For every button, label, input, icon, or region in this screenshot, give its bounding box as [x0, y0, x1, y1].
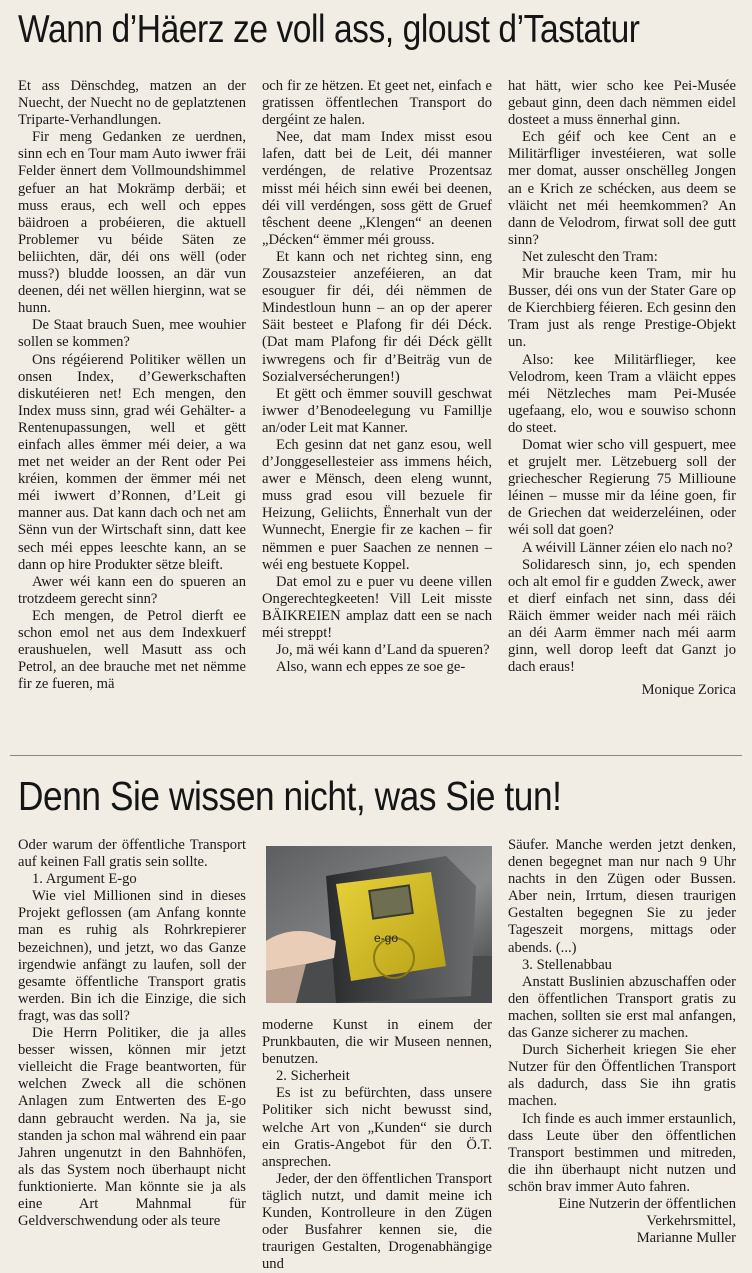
paragraph: Ech mengen, de Petrol dierft ee schon emol net aus dem Indexkuerf eraushuelen, well Masutt ass och Petrol, an dee brauche met net nëmme fir ze fueren, mä	[18, 607, 246, 693]
paragraph: Mir brauche keen Tram, mir hu Busser, déi ons vun der Stater Gare op de Kierchbierg féieren. Ech gesinn den Tram just als renge Prestige-Objekt un.	[508, 266, 736, 351]
paragraph: hat hätt, wier scho kee Pei-Musée gebaut ginn, deen dach nëmmen eidel dosteet a muss ënnerhal ginn.	[508, 78, 736, 129]
paragraph: Ech gesinn dat net ganz esou, well d’Jonggesellesteier ass immens héich, awer e Mënsch, deen eleng wunnt, muss grad esou vill bezuele fir Heizung, Geliichts, Ënnerhalt vun der Wunnecht, Energie fir ze kachen – fir nëmmen e puer Saachen ze nennen – wéi eng bestuete Koppel.	[262, 436, 492, 573]
paragraph: Net zulescht den Tram:	[522, 248, 658, 265]
subheading: 2. Sicherheit	[276, 1068, 350, 1085]
e-go-logo: e-go	[374, 931, 399, 945]
article1-column-1	[18, 78, 246, 693]
paragraph: Die Herrn Politiker, die ja alles besser wissen, können mir jetzt vielleicht die Frage beantworten, für welchen Zweck all die schönen Anlagen zum Entwerten des E-go dann gebraucht werden. Na ja, sie standen ja schon mal während ein paar Jahren ungenutzt in den Bahnhöfen, als das System noch überhaupt nicht funktionierte. Man könnte sie ja als eine Art Mahnmal für Geldverschwendung oder als teure	[18, 1025, 246, 1230]
article2-column-3	[508, 837, 736, 1247]
paragraph: Es ist zu befürchten, dass unsere Politiker sich nicht bewusst sind, welche Art von „Kunden“ sie durch ein Gratis-Angebot für den Ö.T. ansprechen.	[262, 1085, 492, 1170]
paragraph: Dat emol zu e puer vu deene villen Ongerechtegkeeten! Vill Leit misste BÄIKREIEN amplaz datt een se nach méi streppt!	[262, 573, 492, 641]
paragraph: Nee, dat mam Index misst esou lafen, datt bei de Leit, déi manner verdéngen, de relative Prozentsaz misst méi héich sinn ewéi bei deenen, déi vill verdéngen, soss gëtt de Gruef têschent deene „Klengen“ an deenen „Décken“ ëmmer méi grouss.	[262, 129, 492, 248]
author-byline: Monique Zorica	[641, 682, 736, 699]
paragraph: Domat wier scho vill gespuert, mee et grujelt mer. Lëtzebuerg soll der griechescher Regierung 75 Millioune léinen – musse mir da léine goen, fir de Griechen dat weiderzeléinen, oder wéi soll dat goen?	[508, 436, 736, 539]
ticket-validator-photo	[266, 846, 492, 1003]
article2-column-1	[18, 837, 246, 1230]
article1-column-2	[262, 78, 492, 676]
paragraph: A wéivill Länner zéien elo nach no?	[522, 539, 733, 556]
paragraph: De Staat brauch Suen, mee wouhier sollen se kommen?	[18, 317, 246, 351]
subheading: 1. Argument E-go	[32, 871, 137, 888]
paragraph: Durch Sicherheit kriegen Sie eher Nutzer für den Öffentlichen Transport als dadurch, dass Sie ihn gratis machen.	[508, 1042, 736, 1110]
paragraph: moderne Kunst in einem der Prunkbauten, die wir Museen nennen, benutzen.	[262, 1017, 492, 1068]
photo-illustration	[266, 846, 492, 1003]
paragraph: Ons régéierend Politiker wëllen un onsen Index, d’Gewerkschaften diskutéieren net! Ech mengen, den Index muss sinn, grad wéi Gehälter- a Rentenupassungen, well et gëtt einfach alles ëmmer méi deier, a wa met net weider an der Rent oder Pei kréien, kommen der ëmmer méi net méi iwwert d’Ronnen, d’Leit gi manner aus. Dat kann dach och net am Sënn vun der Wirtschaft sinn, datt kee sech méi eppes leeschte kann, an se dann op hire Produkter sëtze bleift.	[18, 351, 246, 573]
paragraph: Ich finde es auch immer erstaunlich, dass Leute über den öffentlichen Transport bestimmen und mitreden, die ihn überhaupt nicht nutzen und schön brav immer Auto fahren.	[508, 1110, 736, 1195]
paragraph: Et kann och net richteg sinn, eng Zousazsteier anzeféieren, an dat esouguer fir déi, déi nëmmen de Mindestloun hunn – an op der aperer Säit besteet e Plafong fir déi Déck. (Dat mam Plafong fir déi Déck gëllt iwwregens och fir d’Beiträg vun de Sozialversécherungen!)	[262, 248, 492, 385]
paragraph: Oder warum der öffentliche Transport auf keinen Fall gratis sein sollte.	[18, 837, 246, 871]
article2-column-2	[262, 1017, 492, 1273]
paragraph: Säufer. Manche werden jetzt denken, denen begegnet man nur nach 9 Uhr nachts in den Zügen oder Bussen. Aber nein, Irrtum, diesen traurigen Gestalten begegnen Sie zu jeder Tageszeit morgens, mittags oder abends. (...)	[508, 837, 736, 956]
paragraph: Et ass Dënschdeg, matzen an der Nuecht, der Nuecht no de geplatztenen Triparte-Verhandlungen.	[18, 78, 246, 129]
article1-column-3	[508, 78, 736, 699]
section-divider	[10, 755, 742, 756]
paragraph: Solidaresch sinn, jo, ech spenden och alt emol fir e gudden Zweck, awer et dierf einfach net sinn, dass déi Räich ëmmer weider nach méi räich an déi Aarm ëmmer nach méi aarm ginn, well dorop leeft dat Ganzt jo dach eraus!	[508, 556, 736, 676]
article2-headline: Denn Sie wissen nicht, was Sie tun!	[18, 773, 562, 819]
paragraph: Fir meng Gedanken ze uerdnen, sinn ech en Tour mam Auto iwwer fräi Felder ënnert dem Vollmoundshimmel gefuer an hat Mokrämp derbäi; et muss eraus, ech well och eppes bäidroen a probéieren, die aktuell Problemer vu béide Säten ze beliichten, där, déi ons wëll (oder muss?) bludde loossen, an där vun deenen, déi net wëllen hierginn, wat se hunn.	[18, 129, 246, 317]
paragraph: Awer wéi kann een do spueren an trotzdeem gerecht sinn?	[18, 573, 246, 607]
article1-headline: Wann d’Häerz ze voll ass, gloust d’Tastatur	[18, 8, 640, 51]
subheading: 3. Stellenabbau	[522, 956, 612, 973]
paragraph: Ech géif och kee Cent an e Militärfliger investéieren, wat solle mer domat, ausser onschëlleg Jongen an e Krich ze schécken, aus deem se vläicht net méi heemkommen? An dann de Velodrom, firwat soll dee gutt sinn?	[508, 129, 736, 248]
paragraph: och fir ze hëtzen. Et geet net, einfach e gratissen öffentlechen Transport do dergéint ze halen.	[262, 78, 492, 129]
signature-line: Verkehrsmittel,	[646, 1213, 736, 1230]
signature-line: Eine Nutzerin der öffentlichen	[558, 1195, 736, 1212]
paragraph: Jo, mä wéi kann d’Land da spueren?	[276, 642, 490, 659]
paragraph: Also, wann ech eppes ze soe ge-	[276, 659, 466, 676]
paragraph: Anstatt Buslinien abzuschaffen oder den öffentlichen Transport gratis zu machen, sollten sie erst mal anfangen, das Ganze sicherer zu machen.	[508, 973, 736, 1042]
paragraph: Wie viel Millionen sind in dieses Projekt geflossen (am Anfang konnte man es ruhig als Rohrkrepierer bezeichnen), und jetzt, wo das Ganze irgendwie anfängt zu laufen, soll der gesamte öffentliche Transport gratis werden. Bin ich die Einzige, die sich fragt, was das soll?	[18, 888, 246, 1024]
author-byline: Marianne Muller	[636, 1230, 736, 1247]
paragraph: Jeder, der den öffentlichen Transport täglich nutzt, und damit meine ich Kunden, Kontrolleure in den Zügen oder Busfahrer kennen sie, die traurigen Gestalten, Drogenabhängige und	[262, 1170, 492, 1273]
paragraph: Et gëtt och ëmmer souvill geschwat iwwer d’Benodeelegung vu Famillje an/oder Leit mat Kanner.	[262, 385, 492, 436]
paragraph: Also: kee Militärflieger, kee Velodrom, keen Tram a vläicht eppes méi Nëtzleches mam Pei-Musée ugefaang, elo, wou e souwiso schonn do steet.	[508, 351, 736, 436]
